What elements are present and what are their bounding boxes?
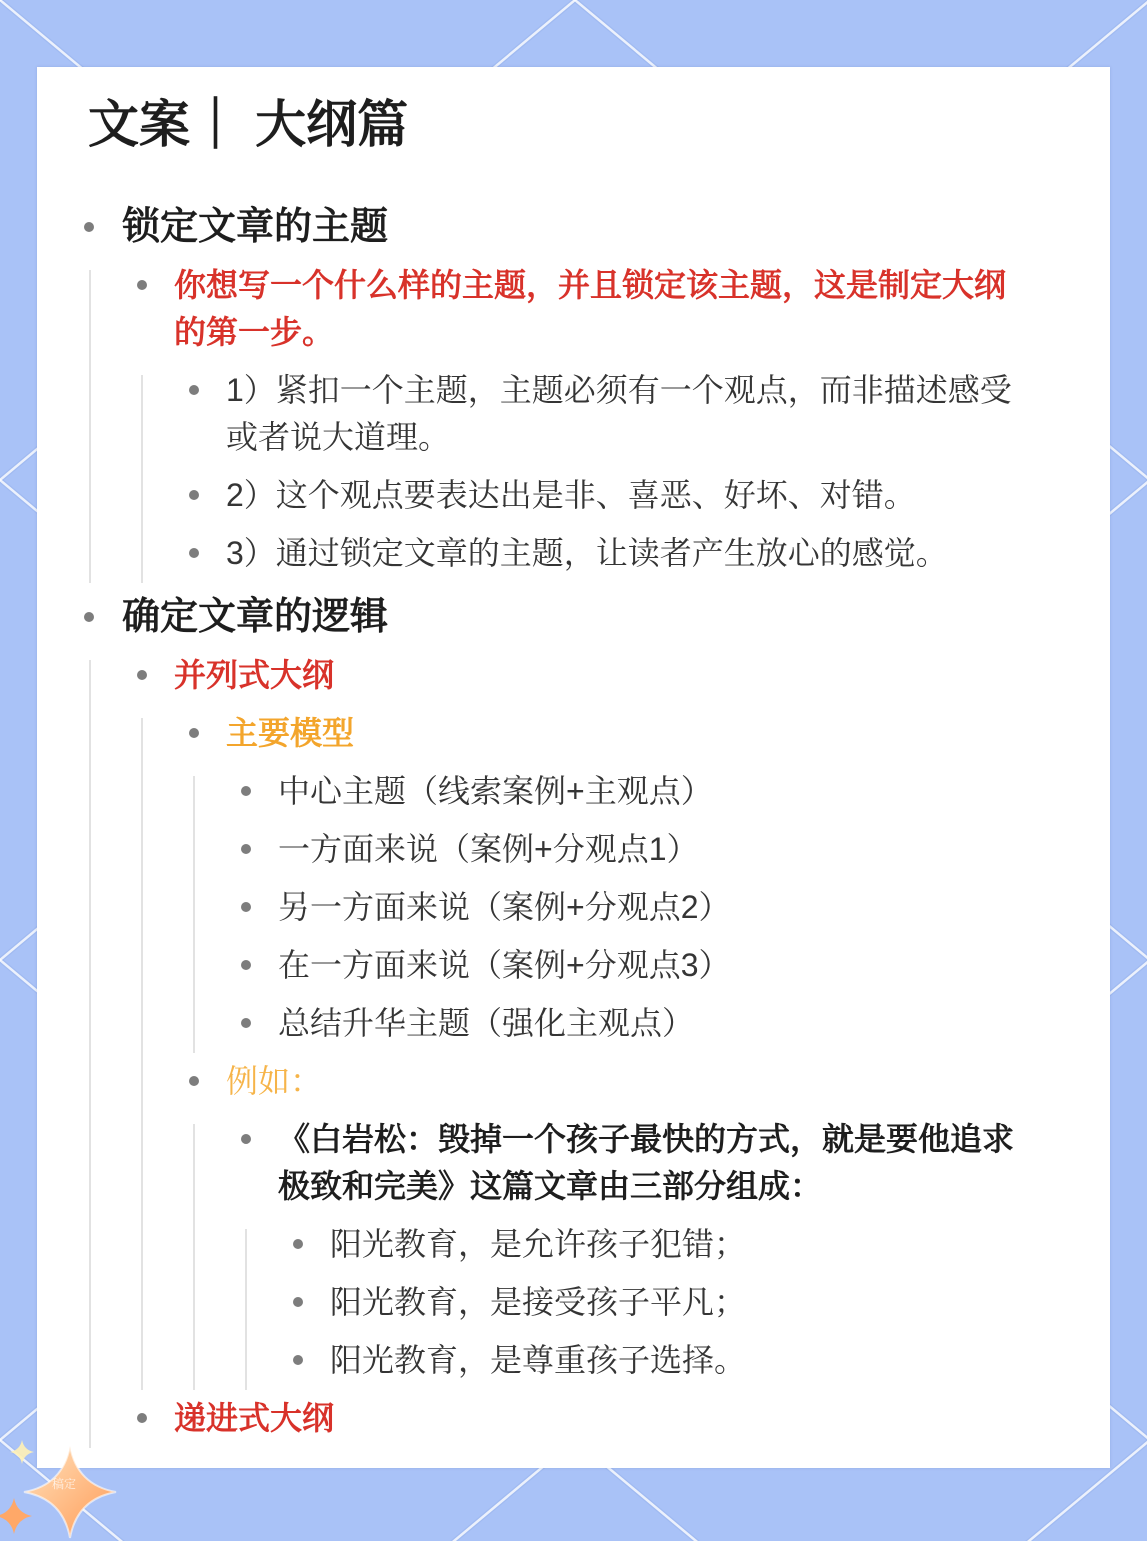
item-label: 递进式大纲: [174, 1399, 335, 1436]
model-item: [246, 884, 1030, 931]
watermark: 稿定: [52, 1477, 77, 1491]
outline-section-theme: [89, 204, 1030, 577]
section-heading: 确定文章的逻辑: [122, 595, 389, 638]
outline-item-parallel-outline: [142, 652, 1030, 1384]
outline-section-logic: [89, 594, 1030, 1442]
item-label: 并列式大纲: [174, 656, 335, 693]
outline-step-1: [194, 367, 1030, 461]
item-label: 1）紧扣一个主题，主题必须有一个观点，而非描述感受或者说大道理。: [226, 371, 1012, 455]
model-item: [246, 942, 1030, 989]
outline-item-theme-goal: [142, 262, 1030, 577]
outline-item-progressive-outline: [142, 1395, 1030, 1442]
article-part: [298, 1221, 1030, 1268]
outline-children: [142, 262, 1030, 577]
model-item: [246, 768, 1030, 815]
sparkle-star-icon: [10, 1440, 34, 1464]
article-part: [298, 1337, 1030, 1384]
page-title: 文案｜ 大纲篇: [88, 96, 409, 153]
item-label: 阳光教育，是允许孩子犯错；: [330, 1225, 747, 1262]
item-label: 主要模型: [226, 714, 355, 751]
sparkle-decoration: [0, 1428, 140, 1541]
item-label: 《白岩松：毁掉一个孩子最快的方式，就是要他追求极致和完美》这篇文章由三部分组成：: [278, 1120, 1015, 1204]
item-label: 另一方面来说（案例+分观点2）: [278, 888, 731, 925]
outline-step-3: [194, 530, 1030, 577]
model-item: [246, 826, 1030, 873]
item-label: 在一方面来说（案例+分观点3）: [278, 946, 731, 983]
sparkle-star-icon: [24, 1446, 116, 1538]
item-label: 阳光教育，是尊重孩子选择。: [330, 1341, 747, 1378]
outline-children: [298, 1221, 1030, 1384]
outline-item-main-model: [194, 710, 1030, 1047]
item-label: 例如：: [226, 1062, 323, 1099]
outline-step-2: [194, 472, 1030, 519]
document-card: [37, 67, 1110, 1468]
outline-children: [194, 710, 1030, 1384]
outline-children: [246, 1116, 1030, 1384]
outline-item-example: [194, 1058, 1030, 1384]
item-label: 一方面来说（案例+分观点1）: [278, 830, 699, 867]
item-label: 阳光教育，是接受孩子平凡；: [330, 1283, 747, 1320]
sparkle-star-icon: [0, 1498, 32, 1534]
outline: [89, 204, 1030, 1442]
item-label: 你想写一个什么样的主题，并且锁定该主题，这是制定大纲的第一步。: [174, 266, 1007, 350]
article-part: [298, 1279, 1030, 1326]
item-label: 中心主题（线索案例+主观点）: [278, 772, 713, 809]
outline-children: [142, 652, 1030, 1442]
outline-children: [194, 367, 1030, 577]
section-heading: 锁定文章的主题: [122, 205, 389, 248]
item-label: 2）这个观点要表达出是非、喜恶、好坏、对错。: [226, 476, 916, 513]
model-item: [246, 1000, 1030, 1047]
example-article: [246, 1116, 1030, 1384]
item-label: 3）通过锁定文章的主题，让读者产生放心的感觉。: [226, 534, 948, 571]
item-label: 总结升华主题（强化主观点）: [278, 1004, 695, 1041]
outline-children: [246, 768, 1030, 1047]
